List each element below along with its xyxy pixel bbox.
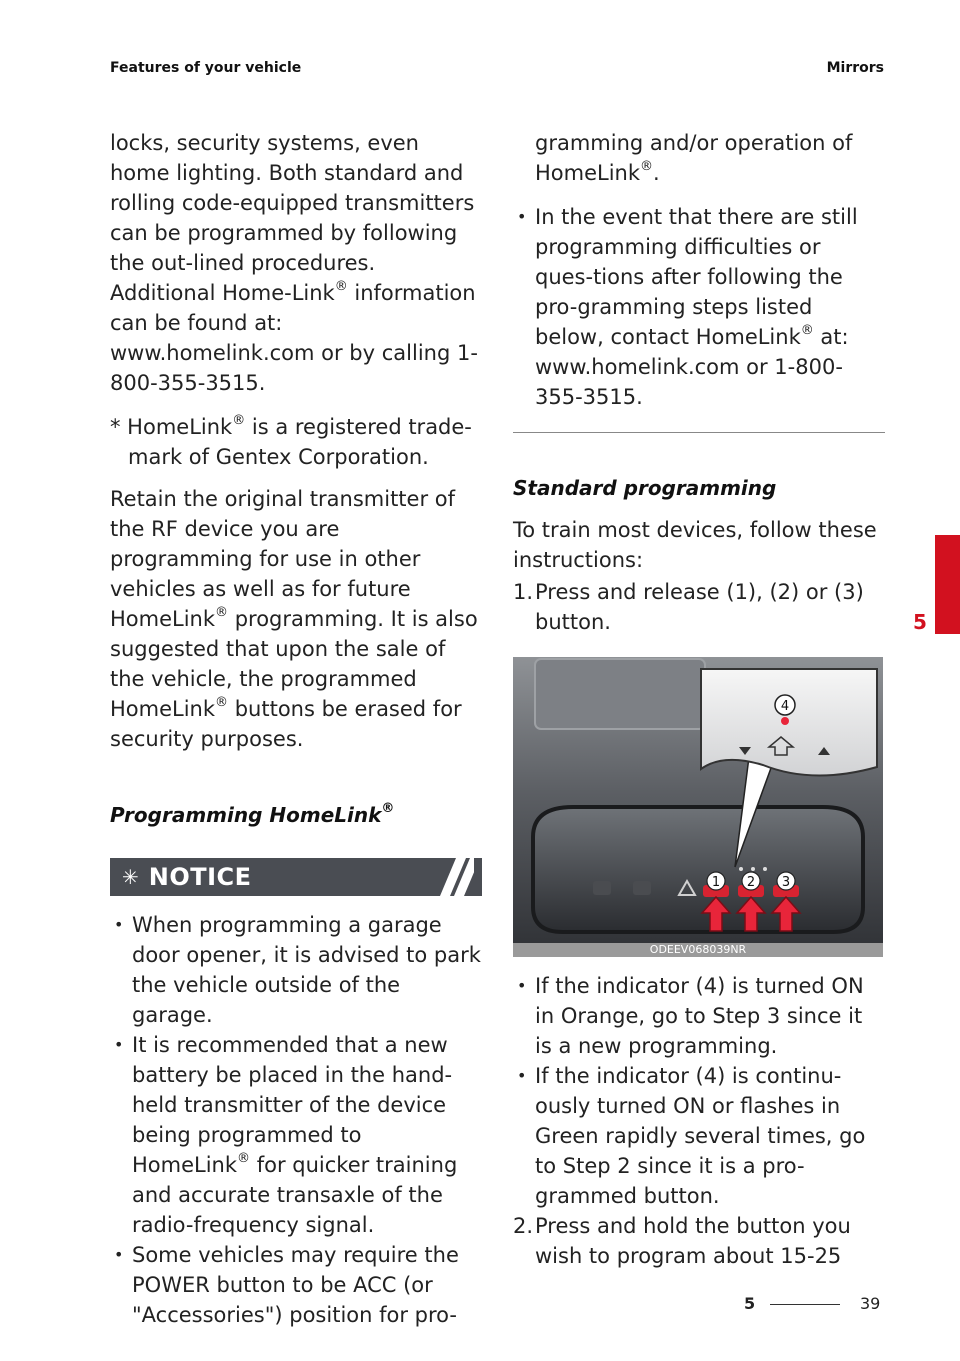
step-text: Press and hold the button you wish to program about 15-25 bbox=[535, 1214, 851, 1268]
running-header-section: Features of your vehicle bbox=[110, 60, 302, 76]
mirror-button-mid bbox=[633, 881, 651, 895]
step-text: Press and release (1), (2) or (3) button. bbox=[535, 580, 864, 634]
bullet-text: If the indicator (4) is turned ON in Orange, go to Step 3 since it is a new programming. bbox=[535, 974, 864, 1058]
list-item bbox=[513, 1061, 885, 1211]
section-title-programming bbox=[110, 800, 482, 830]
step-list bbox=[513, 577, 885, 637]
registered-mark: ® bbox=[232, 413, 246, 428]
trademark-footnote bbox=[110, 412, 482, 472]
step-number: 1. bbox=[513, 580, 534, 604]
footnote-text-2: is a registered trade-mark of Gentex Corporation. bbox=[128, 415, 472, 469]
footer-page-number: 39 bbox=[860, 1294, 881, 1313]
retain-text-3: buttons be erased for security purposes. bbox=[110, 697, 462, 751]
registered-mark: ® bbox=[215, 695, 229, 710]
callout-1: 1 bbox=[711, 875, 721, 890]
retain-text-1: Retain the original transmitter of the RF device you are programming for use in other vehicles as well as for future HomeLink bbox=[110, 487, 456, 631]
registered-mark: ® bbox=[215, 605, 229, 620]
registered-mark: ® bbox=[800, 323, 814, 338]
mirror-illustration bbox=[513, 657, 883, 957]
bullet-text: When programming a garage door opener, it is advised to park the vehicle outside of the garage. bbox=[132, 913, 481, 1027]
asterisk-icon: ✳ bbox=[122, 865, 139, 889]
callout-2: 2 bbox=[746, 875, 756, 890]
mirror-button-left bbox=[593, 881, 611, 895]
registered-mark: ® bbox=[237, 1151, 251, 1166]
bullet-text: Some vehicles may require the POWER button to be ACC (or "Accessories") position for pro- bbox=[132, 1243, 459, 1327]
continued-bullet bbox=[513, 128, 885, 188]
list-item bbox=[513, 971, 885, 1061]
retain-paragraph bbox=[110, 484, 482, 754]
list-item bbox=[513, 202, 885, 412]
list-item bbox=[110, 1240, 482, 1330]
footer-chapter: 5 bbox=[744, 1294, 756, 1313]
indicator-bullet-list bbox=[513, 971, 885, 1211]
notice-label: NOTICE bbox=[148, 863, 252, 891]
registered-mark: ® bbox=[334, 279, 348, 294]
footnote-text-1: * HomeLink bbox=[110, 415, 233, 439]
bullet-text: In the event that there are still programming difficulties or ques-tions after following the pro-gramming steps listed below, contact HomeLink bbox=[535, 205, 858, 349]
indicator-light bbox=[781, 717, 789, 725]
registered-mark: ® bbox=[381, 801, 395, 817]
chapter-side-tab bbox=[935, 535, 960, 634]
intro-paragraph bbox=[110, 128, 482, 398]
continued-text: gramming and/or operation of HomeLink bbox=[535, 131, 853, 185]
intro-text-2: information can be found at: www.homelink.com or by calling 1-800-355-3515. bbox=[110, 281, 478, 395]
retain-text-2: programming. It is also suggested that upon the sale of the vehicle, the programmed HomeLink bbox=[110, 607, 478, 721]
notice-bullet-list bbox=[110, 910, 482, 1330]
bullet-text: It is recommended that a new battery be placed in the hand-held transmitter of the device being programmed to HomeLink bbox=[132, 1033, 453, 1177]
step-number: 2. bbox=[513, 1214, 534, 1238]
left-column bbox=[110, 128, 482, 1330]
slash-stripes-icon bbox=[426, 858, 474, 896]
callout-4: 4 bbox=[780, 699, 790, 714]
notice-bullet-list-continued bbox=[513, 202, 885, 412]
bullet-text: at: www.homelink.com or 1-800-355-3515. bbox=[535, 325, 849, 409]
homelink-mirror-figure bbox=[513, 657, 883, 957]
notice-end-divider bbox=[513, 432, 885, 433]
running-header-topic: Mirrors bbox=[826, 60, 884, 76]
right-column bbox=[513, 128, 885, 1271]
list-item bbox=[110, 910, 482, 1030]
figure-code: ODEEV068039NR bbox=[513, 943, 883, 957]
callout-3: 3 bbox=[781, 875, 791, 890]
instructions-intro: To train most devices, follow these instructions: bbox=[513, 518, 877, 572]
bullet-text: for quicker training and accurate transaxle of the radio-frequency signal. bbox=[132, 1153, 458, 1237]
notice-banner bbox=[110, 858, 482, 896]
continued-text-end: . bbox=[653, 161, 660, 185]
section-title-text: Programming HomeLink bbox=[110, 803, 382, 827]
registered-mark: ® bbox=[640, 159, 654, 174]
list-item bbox=[110, 1030, 482, 1240]
step-1 bbox=[513, 577, 885, 637]
chapter-side-number: 5 bbox=[913, 610, 927, 634]
section-title-standard: Standard programming bbox=[513, 476, 777, 500]
footer-divider bbox=[770, 1304, 840, 1305]
step-2 bbox=[513, 1211, 885, 1271]
intro-text-1: locks, security systems, even home lighting. Both standard and rolling code-equipped transmitters can be programmed by following the out-lined procedures. Additional Home-Link bbox=[110, 131, 475, 305]
bullet-text: If the indicator (4) is continu-ously turned ON or flashes in Green rapidly several times, go to Step 2 since it is a pro-grammed button. bbox=[535, 1064, 866, 1208]
